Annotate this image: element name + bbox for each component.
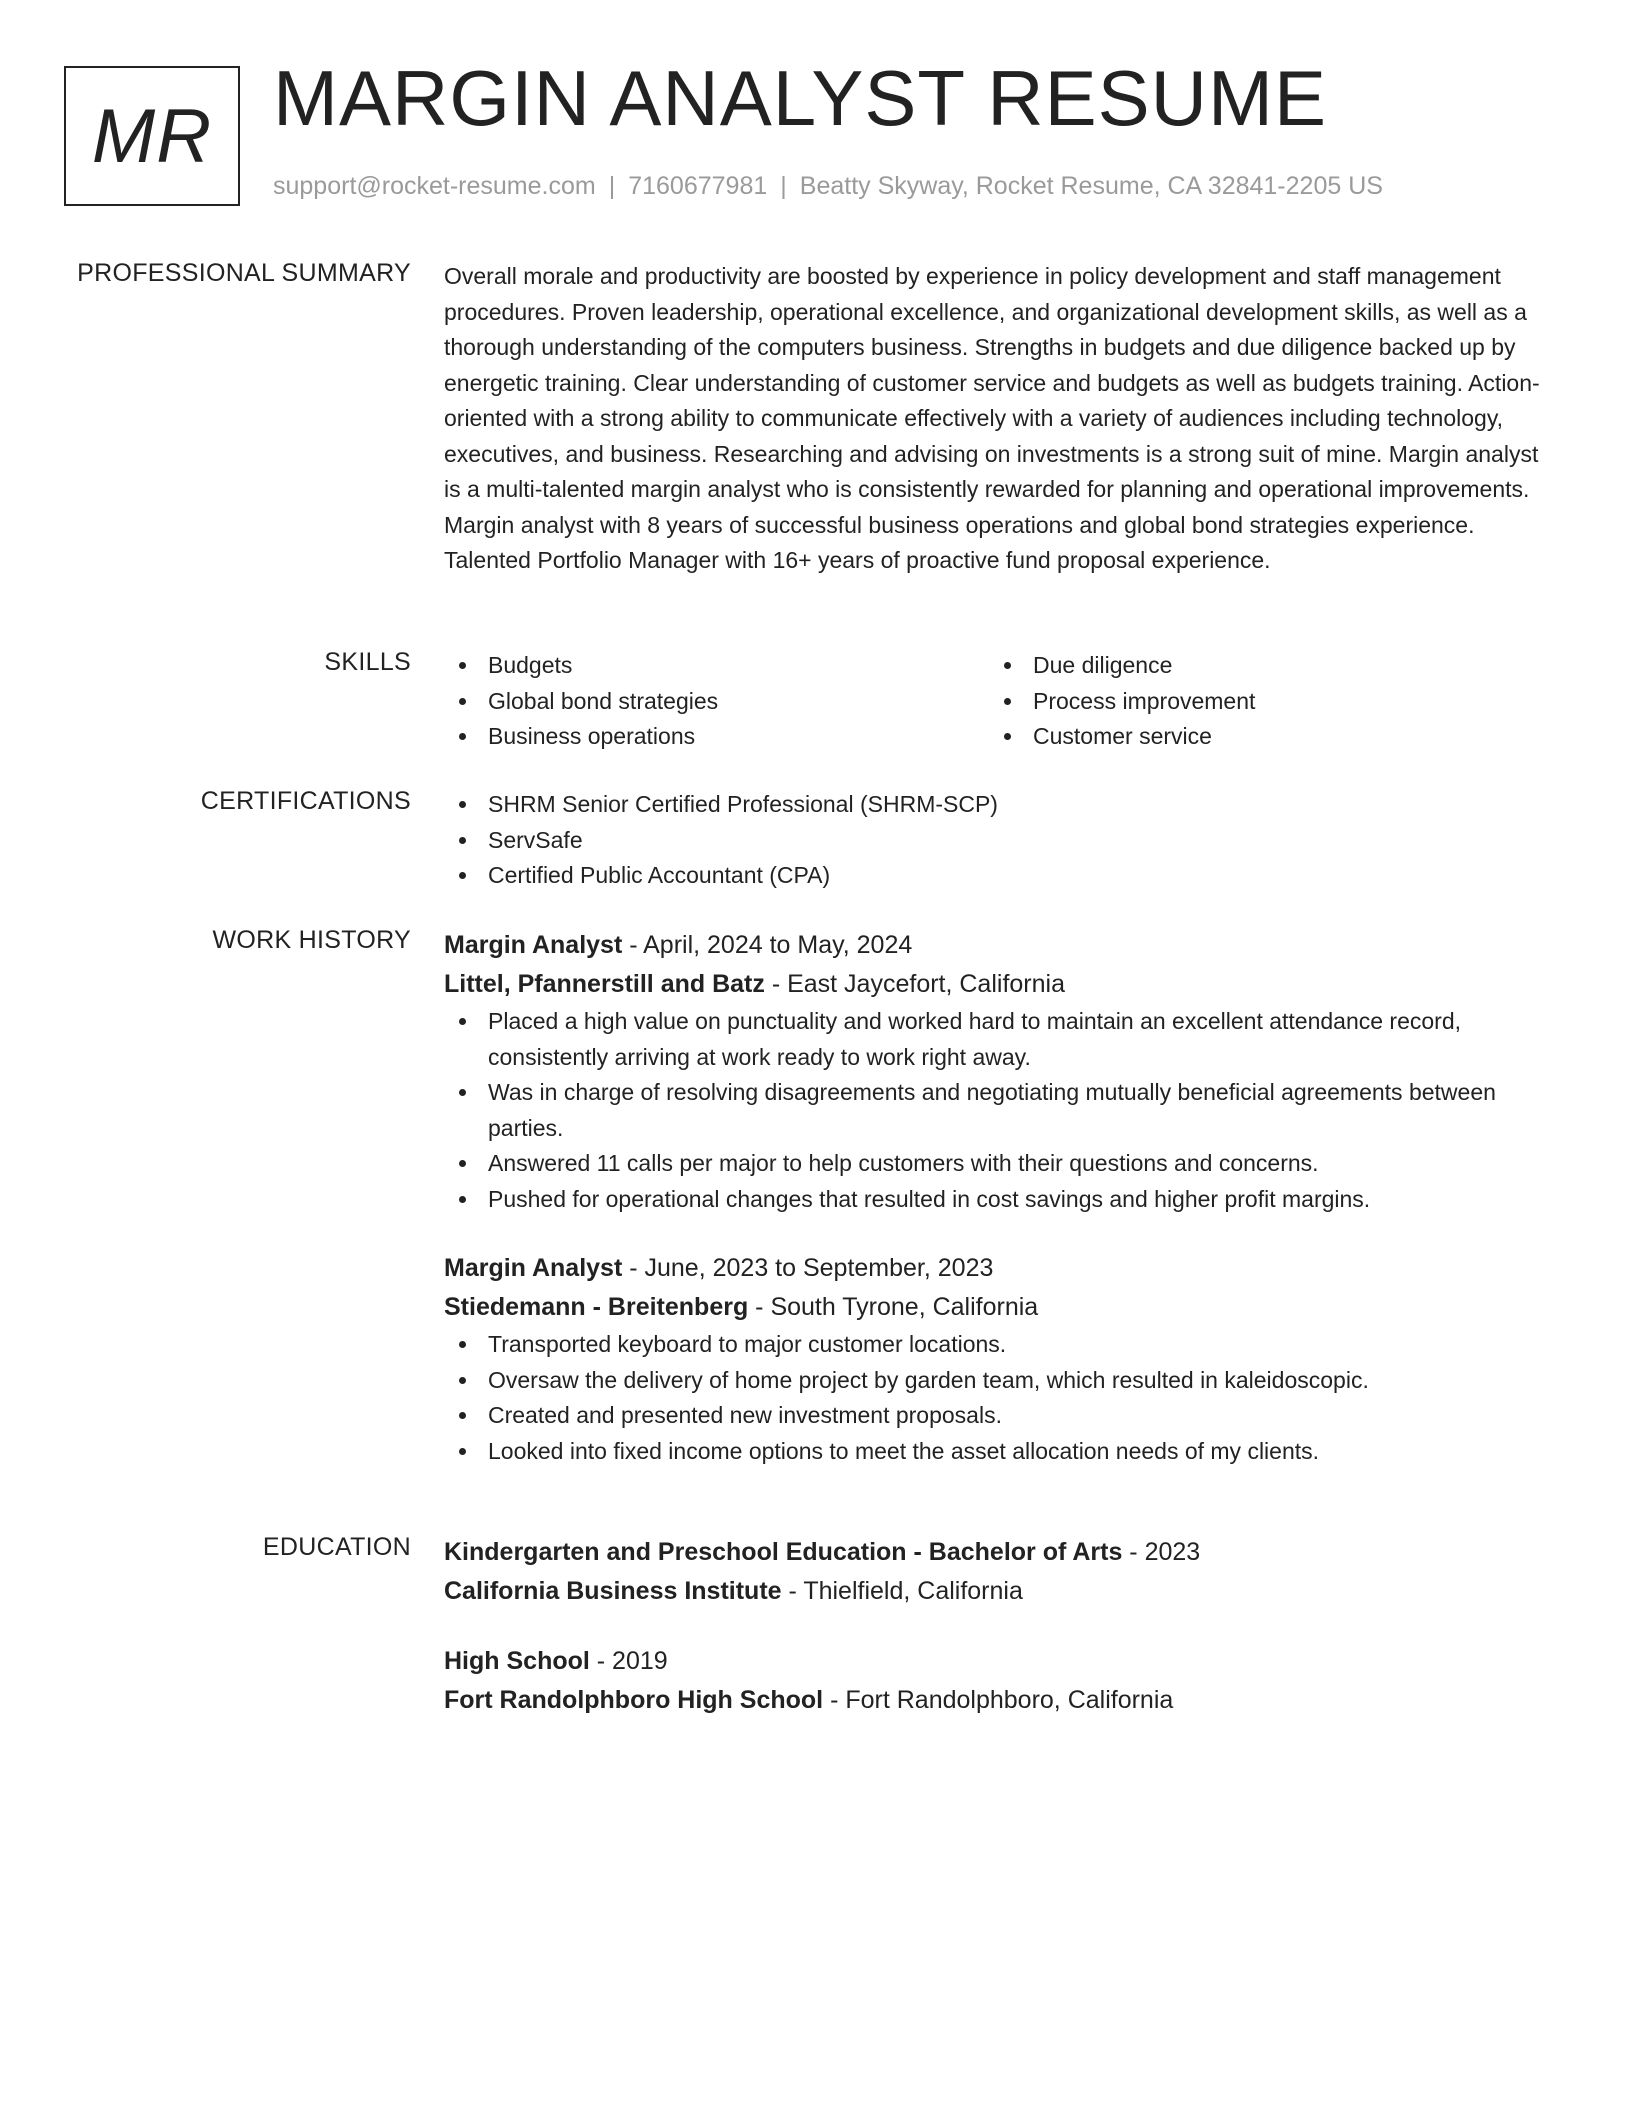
skill-item: Process improvement bbox=[989, 684, 1534, 720]
contact-address: Beatty Skyway, Rocket Resume, CA 32841-2205 US bbox=[799, 172, 1383, 200]
education-location: - Fort Randolphboro, California bbox=[823, 1686, 1174, 1714]
job-company: Littel, Pfannerstill and Batz bbox=[444, 970, 765, 998]
job-title-line bbox=[444, 926, 1544, 965]
job-dates: - June, 2023 to September, 2023 bbox=[622, 1254, 994, 1282]
job-bullet: Answered 11 calls per major to help customers with their questions and concerns. bbox=[444, 1146, 1544, 1182]
skill-item: Budgets bbox=[444, 648, 989, 684]
job-entry bbox=[444, 926, 1544, 1217]
section-heading: PROFESSIONAL SUMMARY bbox=[77, 259, 411, 287]
job-title: Margin Analyst bbox=[444, 1254, 623, 1282]
education-year: - 2023 bbox=[1122, 1538, 1201, 1566]
job-bullet: Created and presented new investment proposals. bbox=[444, 1398, 1544, 1434]
certification-item: ServSafe bbox=[444, 823, 1544, 859]
job-bullet: Pushed for operational changes that resulted in cost savings and higher profit margins. bbox=[444, 1182, 1544, 1218]
job-bullet: Oversaw the delivery of home project by garden team, which resulted in kaleidoscopic. bbox=[444, 1363, 1544, 1399]
certification-item: SHRM Senior Certified Professional (SHRM-SCP) bbox=[444, 787, 1544, 823]
education-degree-line bbox=[444, 1642, 1544, 1681]
job-company-line bbox=[444, 1288, 1544, 1327]
section-heading: EDUCATION bbox=[262, 1533, 411, 1561]
skills-grid bbox=[444, 648, 1544, 755]
skills-list-left bbox=[444, 648, 989, 755]
job-bullet: Was in charge of resolving disagreements and negotiating mutually beneficial agreements between parties. bbox=[444, 1075, 1544, 1146]
contact-phone[interactable]: 7160677981 bbox=[628, 172, 768, 200]
education-school-line bbox=[444, 1681, 1544, 1720]
skill-item: Global bond strategies bbox=[444, 684, 989, 720]
education-school: Fort Randolphboro High School bbox=[444, 1686, 824, 1714]
skill-item: Due diligence bbox=[989, 648, 1534, 684]
education-location: - Thielfield, California bbox=[781, 1577, 1023, 1605]
certification-item: Certified Public Accountant (CPA) bbox=[444, 858, 1544, 894]
skill-item: Customer service bbox=[989, 719, 1534, 755]
section-heading: CERTIFICATIONS bbox=[200, 787, 411, 815]
section-heading: WORK HISTORY bbox=[212, 926, 411, 954]
section-heading: SKILLS bbox=[324, 648, 411, 676]
skill-item: Business operations bbox=[444, 719, 989, 755]
job-dates: - April, 2024 to May, 2024 bbox=[622, 931, 913, 959]
education-entry bbox=[444, 1533, 1544, 1611]
monogram-initials: MR bbox=[91, 93, 213, 179]
resume-title: MARGIN ANALYST RESUME bbox=[273, 54, 1328, 142]
job-bullets bbox=[444, 1004, 1544, 1217]
job-company: Stiedemann - Breitenberg bbox=[444, 1293, 749, 1321]
education-degree: High School bbox=[444, 1647, 590, 1675]
monogram-box bbox=[64, 66, 240, 206]
job-entry bbox=[444, 1249, 1544, 1469]
education-degree: Kindergarten and Preschool Education - Bachelor of Arts bbox=[444, 1538, 1123, 1566]
job-title-line bbox=[444, 1249, 1544, 1288]
contact-separator: | bbox=[780, 172, 787, 200]
job-bullet: Transported keyboard to major customer locations. bbox=[444, 1327, 1544, 1363]
education-entry bbox=[444, 1642, 1544, 1720]
summary-body bbox=[444, 259, 1546, 579]
education-degree-line bbox=[444, 1533, 1544, 1572]
education-body bbox=[444, 1533, 1544, 1720]
job-bullets bbox=[444, 1327, 1544, 1469]
job-bullet: Placed a high value on punctuality and worked hard to maintain an excellent attendance record, consistently arriving at work ready to work right away. bbox=[444, 1004, 1544, 1075]
summary-text: Overall morale and productivity are boosted by experience in policy development and staff management procedures. Proven leadership, operational excellence, and organizational development skills, as well as a thorough understanding of the computers business. Strengths in budgets and due diligence backed up by energetic training. Clear understanding of customer service and budgets as well as budgets training. Action-oriented with a strong ability to communicate effectively with a variety of audiences including technology, executives, and business. Researching and advising on investments is a strong suit of mine. Margin analyst is a multi-talented margin analyst who is consistently rewarded for planning and operational improvements. Margin analyst with 8 years of successful business operations and global bond strategies experience. Talented Portfolio Manager with 16+ years of proactive fund proposal experience. bbox=[444, 263, 1540, 573]
contact-line bbox=[273, 172, 1383, 201]
education-school: California Business Institute bbox=[444, 1577, 782, 1605]
certifications-list bbox=[444, 787, 1544, 894]
job-company-line bbox=[444, 965, 1544, 1004]
skills-list-right bbox=[989, 648, 1534, 755]
job-location: - East Jaycefort, California bbox=[764, 970, 1065, 998]
education-year: - 2019 bbox=[589, 1647, 668, 1675]
job-location: - South Tyrone, California bbox=[748, 1293, 1039, 1321]
education-school-line bbox=[444, 1572, 1544, 1611]
contact-email[interactable]: support@rocket-resume.com bbox=[273, 172, 596, 200]
contact-separator: | bbox=[608, 172, 616, 200]
job-bullet: Looked into fixed income options to meet the asset allocation needs of my clients. bbox=[444, 1434, 1544, 1470]
work-history-body bbox=[444, 926, 1544, 1469]
job-title: Margin Analyst bbox=[444, 931, 623, 959]
certifications-body bbox=[444, 787, 1544, 894]
